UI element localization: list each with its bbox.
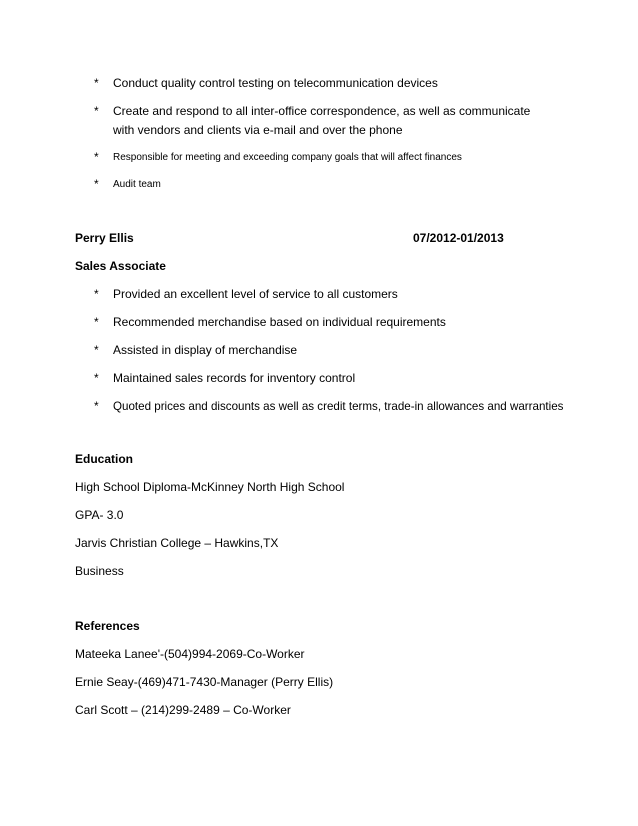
job1-bullet-list: [94, 175, 594, 194]
job1-bullet-list: [94, 102, 554, 140]
job1-bullet: [94, 74, 594, 93]
bullet-star-icon: *: [94, 287, 99, 301]
job2-dates: 07/2012-01/2013: [413, 231, 504, 245]
job2-bullet-list: [94, 285, 624, 416]
education-line: Jarvis Christian College – Hawkins,TX: [75, 536, 279, 550]
job2-bullet-text: Recommended merchandise based on individual requirements: [113, 315, 446, 329]
bullet-star-icon: *: [94, 104, 99, 118]
job2-bullet-text: Provided an excellent level of service to all customers: [113, 287, 398, 301]
job2-bullet: [94, 341, 624, 360]
reference-line: Carl Scott – (214)299-2489 – Co-Worker: [75, 703, 291, 717]
job2-bullet: [94, 397, 624, 416]
education-heading: Education: [75, 452, 134, 466]
bullet-star-icon: *: [94, 399, 99, 413]
job1-bullet: [94, 148, 594, 167]
job1-bullet-list: [94, 74, 594, 93]
bullet-star-icon: *: [94, 177, 99, 191]
reference-line: Ernie Seay-(469)471-7430-Manager (Perry Ellis): [75, 675, 334, 689]
job2-bullet: [94, 285, 624, 304]
job1-bullet: [94, 175, 594, 194]
education-line: GPA- 3.0: [75, 508, 124, 522]
job1-bullet-text: Audit team: [113, 179, 161, 190]
bullet-star-icon: *: [94, 343, 99, 357]
bullet-star-icon: *: [94, 150, 99, 164]
job2-title: Sales Associate: [75, 259, 166, 273]
bullet-star-icon: *: [94, 76, 99, 90]
job1-bullet-text: Conduct quality control testing on telecommunication devices: [113, 76, 438, 90]
job1-bullet-text: Create and respond to all inter-office correspondence, as well as communicate with vendors and clients via e-mail and over the phone: [113, 104, 531, 137]
job1-bullet: [94, 102, 554, 140]
bullet-star-icon: *: [94, 371, 99, 385]
job2-bullet: [94, 313, 624, 332]
references-heading: References: [75, 619, 140, 633]
job2-bullet-text: Assisted in display of merchandise: [113, 343, 298, 357]
reference-line: Mateeka Lanee'-(504)994-2069-Co-Worker: [75, 647, 305, 661]
job2-company: Perry Ellis: [75, 231, 134, 245]
job1-bullet-list: [94, 148, 594, 167]
job2-bullet: [94, 369, 624, 388]
education-line: High School Diploma-McKinney North High School: [75, 480, 345, 494]
job2-bullet-text: Quoted prices and discounts as well as credit terms, trade-in allowances and warranties: [113, 400, 564, 413]
education-line: Business: [75, 564, 124, 578]
job1-bullet-text: Responsible for meeting and exceeding company goals that will affect finances: [113, 152, 462, 163]
job2-bullet-text: Maintained sales records for inventory control: [113, 371, 356, 385]
bullet-star-icon: *: [94, 315, 99, 329]
